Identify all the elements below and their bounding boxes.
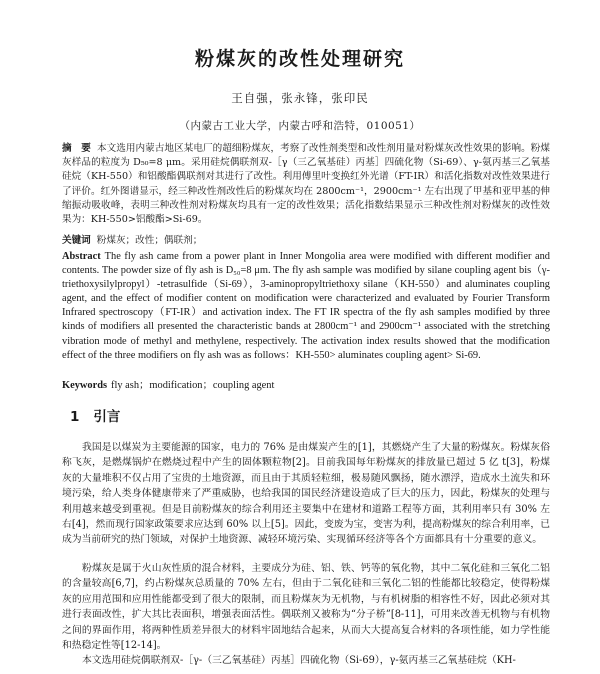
abstract-en-label: Abstract [62,251,101,262]
keywords-cn-text: 粉煤灰；改性；偶联剂； [96,235,203,246]
intro-paragraph-3: 本文选用硅烷偶联剂双-［γ-（三乙氧基硅）丙基］四硫化物（Si-69），γ-氨丙基三乙氧基硅烷（KH- [82,655,516,666]
keywords-en-text: fly ash；modification；coupling agent [111,380,275,391]
abstract-cn [62,142,550,232]
keywords-cn [62,234,550,248]
intro-paragraph-2: 粉煤灰是属于火山灰性质的混合材料，主要成分为硅、铝、铁、钙等的氧化物，其中二氧化硅和三氧化二铝的含量较高[6,7]，约占粉煤灰总质量的 70% 左右，但由于二氧化硅和三氧化二铝的性能都比较稳定，使得粉煤灰的应用范围和应用性能都受到了很大的限制，而且粉煤灰为无机物，与有机树脂的相容性不好，因此必须对其进行表面改性，扩大其比表面积，增强表面活性。偶联剂又被称为“分子桥”[8-11]，可用来改善无机物与有机物之间的界面作用，将两种性质差异很大的材料牢固地结合起来，从而大大提高复合材料的各项性能，如力学性能和热稳定性等[12-14]。 [62,563,550,652]
authors: 王自强，张永锋，张印民 [231,91,369,105]
affiliation: （内蒙古工业大学，内蒙古呼和浩特，010051） [179,120,421,132]
intro-paragraph-1: 我国是以煤炭为主要能源的国家，电力的 76% 是由煤炭产生的[1]，其燃烧产生了大量的粉煤灰。粉煤灰俗称飞灰，是燃煤锅炉在燃烧过程中产生的固体颗粒物[2]。目前我国每年粉煤灰的排放量已超过 5 亿 t[3]，粉煤灰的大量堆积不仅占用了宝贵的土地资源，而且由于其质轻粒细，极易随风飘扬，随水漂浮，造成水土流失和环境污染，给人类身体健康带来了严重威胁，也给我国的国民经济建设造成了巨大的压力，因此，粉煤灰的处理与利用越来越受到重视。但是目前粉煤灰的综合利用还主要集中在建材和道路工程等方面，其利用率只有 30% 左右[4]，然而现行国家政策要求应达到 60% 以上[5]。因此，变废为宝，变害为利，提高粉煤灰的综合利用率，已成为当前研究的热门领域，对保护土地资源、减轻环境污染、实现循环经济等各个方面都具有十分重要的意义。 [62,442,550,546]
section-title: 引言 [93,409,121,425]
section-heading-intro [70,405,120,425]
abstract-en [62,250,550,366]
keywords-en-label: Keywords [62,380,108,391]
abstract-cn-text: 本文选用内蒙古地区某电厂的超细粉煤灰，考察了改性剂类型和改性剂用量对粉煤灰改性效果的影响。粉煤灰样品的粒度为 D₅₀=8 μm。采用硅烷偶联剂双-［γ（三乙氧基硅）丙基］四硫化物（Si-69）、γ-氨丙基三乙氧基硅烷（KH-550）和铝酸酯偶联剂对其进行了改性。利用傅里叶变换红外光谱（FT-IR）和活化指数对改性效果进行了评价。红外图谱显示，经三种改性剂改性后的粉煤灰均在 2800cm⁻¹，2900cm⁻¹ 左右出现了甲基和亚甲基的伸缩振动吸收峰，表明三种改性剂对粉煤灰均具有一定的改性效果；活化指数结果显示三种改性剂对粉煤灰的改性效果为：KH-550>铝酸酯>Si-69。 [62,143,550,226]
abstract-cn-label: 摘 要 [62,143,91,154]
keywords-cn-label: 关键词 [62,235,91,246]
paper-title: 粉煤灰的改性处理研究 [194,48,405,70]
keywords-en [62,379,550,393]
abstract-en-text: The fly ash came from a power plant in Inner Mongolia area were modified with different modifier and contents. The powder size of fly ash is D₅₀=8 μm. The fly ash sample was modified by silane coupling agent bis（γ-triethoxysilylpropyl）-tetrasulfide（Si-69），3-aminopropyltriethoxy silane（KH-550）and aluminates coupling agent, and the effect of modifier content on modification were characterized and evaluated by Fourier Transform Infrared spectroscopy（FT-IR）and activation index. The FT IR spectra of the fly ash samples modified by three kinds of modifiers all presented the characteristic bands at 2800cm⁻¹ and 2900cm⁻¹ associated with the stretching vibration mode of methyl and methylene, respectively. The activation index results showed that the modification effect of the three modifiers on fly ash was as follows：KH-550> aluminates coupling agent> Si-69. [62,251,550,361]
section-number: 1 [70,409,80,425]
